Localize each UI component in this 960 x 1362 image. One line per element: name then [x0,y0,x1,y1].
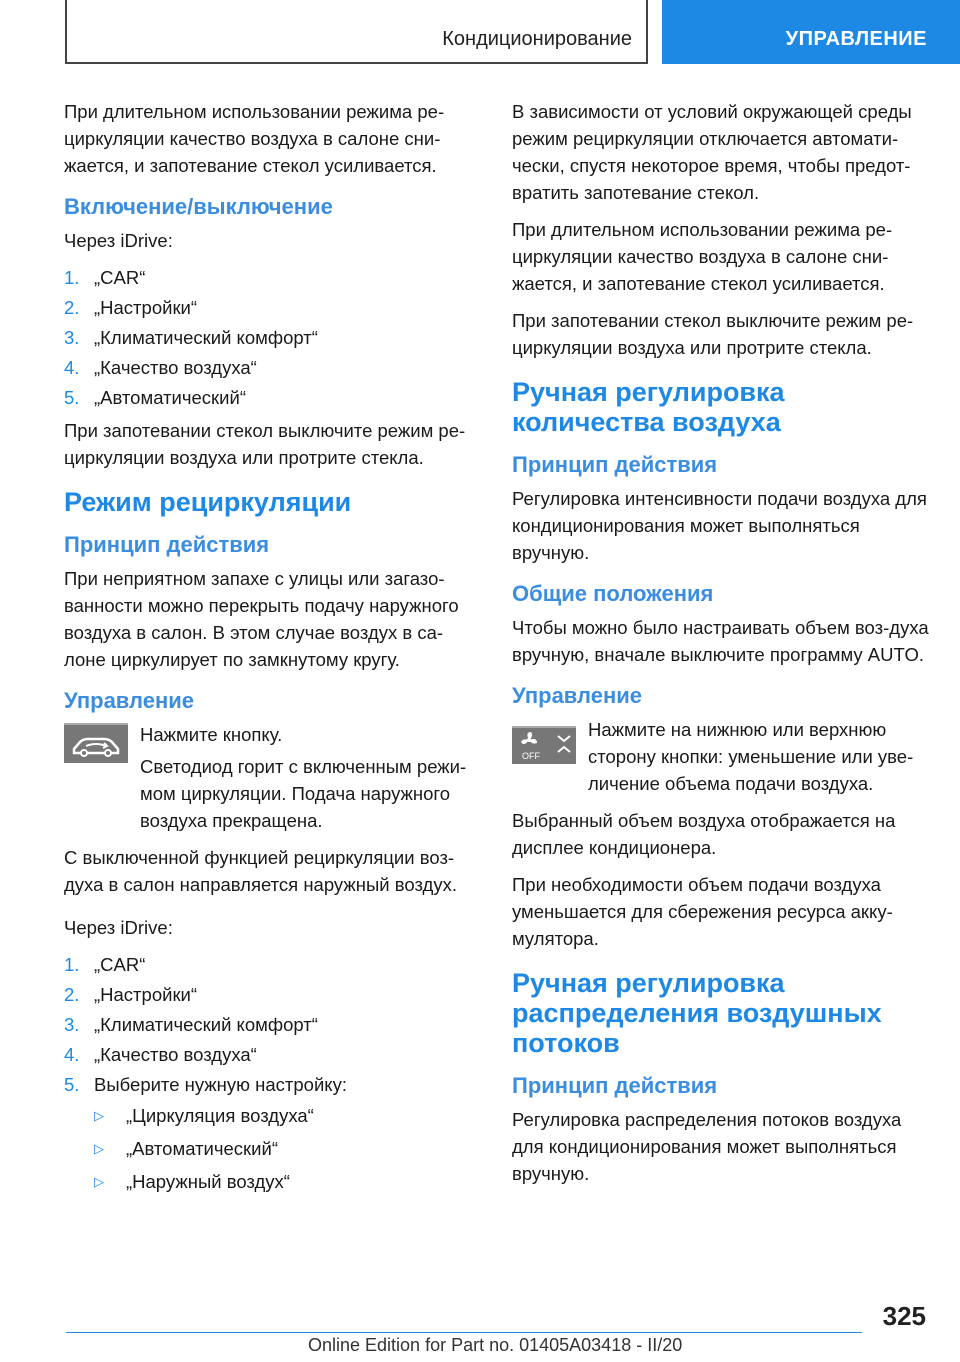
list-item: 4. „Качество воздуха“ [64,1044,257,1065]
footer-divider [66,1332,862,1333]
header-chapter-box [65,0,648,64]
footer-edition: Online Edition for Part no. 01405A03418 - II/20 [308,1335,683,1355]
battery-text: При необходимости объем подачи воздуха уменьшается для сбережения ресурса акку-мулятора. [512,874,893,949]
principle-distribution-text: Регулировка распределения потоков воздуха для кондиционирования может выполняться вручную. [512,1109,902,1184]
list-item: ▷ „Автоматический“ [94,1135,484,1162]
fog-note-right: При запотевании стекол выключите режим ре-циркуляции воздуха или протрите стекла. [512,310,914,358]
heading-manual-amount: Ручная регулировка количества воздуха [512,377,785,437]
press-button-text: Нажмите кнопку. [140,724,283,745]
list-item: 3. „Климатический комфорт“ [64,327,318,348]
steps-list-2 [64,951,484,1195]
heading-on-off: Включение/выключение [64,194,333,219]
long-use-text: При длительном использовании режима ре-циркуляции качество воздуха в салоне сни-жается, и запотевание стекол усиливается. [512,219,893,294]
triangle-bullet-icon: ▷ [94,1174,104,1189]
heading-principle: Принцип действия [64,532,270,557]
heading-general: Общие положения [512,581,714,606]
heading-principle-distribution: Принцип действия [512,1073,718,1098]
svg-text:OFF: OFF [522,751,540,761]
principle-amount-text: Регулировка интенсивности подачи воздуха для кондиционирования может выполняться вручную. [512,488,927,563]
via-idrive-2: Через iDrive: [64,917,173,938]
general-text: Чтобы можно было настраивать объем воз-духа вручную, вначале выключите программу AUTO. [512,617,929,665]
right-column [512,98,932,1197]
list-item: ▷ „Наружный воздух“ [94,1168,484,1195]
heading-manual-distribution: Ручная регулировка распределения воздушных потоков [512,968,882,1058]
via-idrive: Через iDrive: [64,230,173,251]
display-text: Выбранный объем воздуха отображается на дисплее кондиционера. [512,810,896,858]
list-item: 3. „Климатический комфорт“ [64,1014,318,1035]
fan-button-row [512,716,932,797]
auto-off-text: В зависимости от условий окружающей среды режим рециркуляции отключается автомати-чески, спустя некоторое время, чтобы предот-вратить запотевание стекол. [512,101,912,203]
list-item: 5. „Автоматический“ [64,387,246,408]
press-fan-text: Нажмите на нижнюю или верхнюю сторону кнопки: уменьшение или уве-личение объема подачи воздуха. [588,719,914,794]
list-item: 2. „Настройки“ [64,297,198,318]
list-item: 4. „Качество воздуха“ [64,357,257,378]
off-text: С выключенной функцией рециркуляции воз-духа в салон направляется наружный воздух. [64,847,457,895]
principle-text: При неприятном запахе с улицы или загазо-ванности можно перекрыть подачу наружного воздуха в салон. В этом случае воздух в са-лоне циркулирует по замкнутому кругу. [64,568,459,670]
list-item: 1. „CAR“ [64,954,146,975]
section-title: УПРАВЛЕНИЕ [785,28,927,50]
heading-recirculation: Режим рециркуляции [64,487,352,517]
car-recirculation-icon [64,723,128,763]
page-number: 325 [882,1301,926,1331]
heading-principle-amount: Принцип действия [512,452,718,477]
led-text: Светодиод горит с включенным режи-мом циркуляции. Подача наружного воздуха прекращена. [140,756,467,831]
heading-control: Управление [64,688,195,713]
list-item: 2. „Настройки“ [64,984,198,1005]
chapter-title: Кондиционирование [442,28,632,50]
header-section-tab [662,0,960,64]
heading-control-right: Управление [512,683,643,708]
list-item: 5. Выберите нужную настройку: ▷ „Циркуляция воздуха“ ▷ „Автоматический“ ▷ „Наружный воздух“ [64,1071,484,1195]
options-list [94,1102,484,1195]
triangle-bullet-icon: ▷ [94,1141,104,1156]
steps-list-1 [64,264,484,411]
list-item: ▷ „Циркуляция воздуха“ [94,1102,484,1129]
list-item: 1. „CAR“ [64,267,146,288]
recirc-button-row [64,721,484,791]
fan-off-icon [512,726,576,764]
fog-note: При запотевании стекол выключите режим ре-циркуляции воздуха или протрите стекла. [64,420,466,468]
intro-paragraph: При длительном использовании режима ре-циркуляции качество воздуха в салоне сни-жается, и запотевание стекол усиливается. [64,101,445,176]
triangle-bullet-icon: ▷ [94,1108,104,1123]
left-column [64,98,484,1201]
